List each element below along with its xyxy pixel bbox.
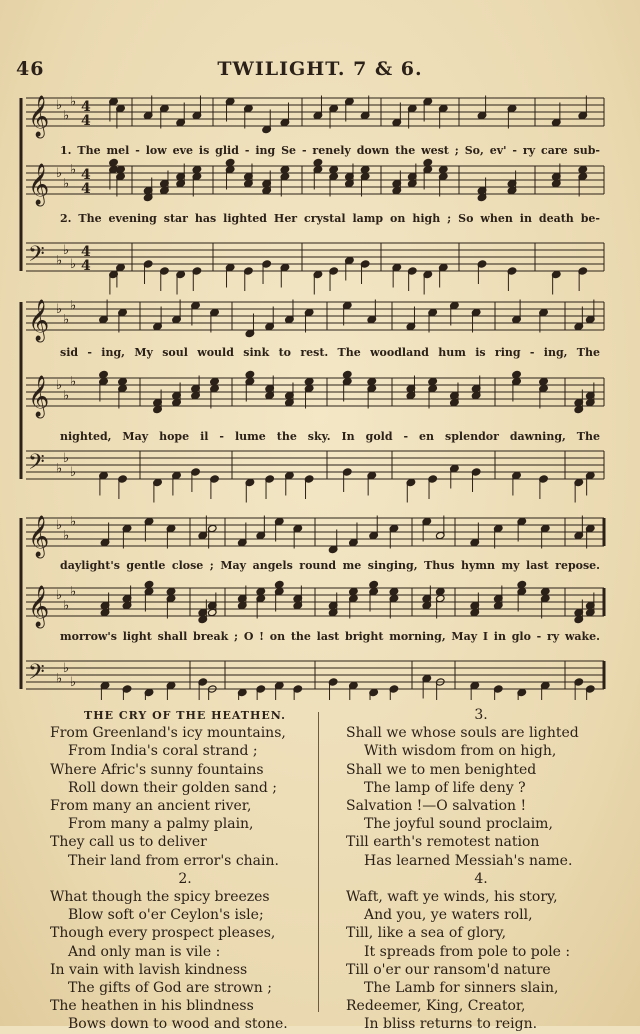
- poem-line: From many a palmy plain,: [68, 816, 254, 833]
- flat-sign: ♭: [70, 298, 77, 314]
- note-head: [349, 587, 359, 595]
- poem-right-column: [346, 706, 616, 1034]
- lyric-line-system3-verse2: morrow's light shall break ; O ! on the last bright morning, May I in glo - ry wake.: [60, 630, 600, 643]
- flat-sign: ♭: [63, 388, 70, 404]
- lyric-line-system3-verse1: daylight's gentle close ; May angels round me singing, Thus hymn my last repose.: [60, 559, 600, 572]
- treble-clef: 𝄞: [28, 300, 50, 341]
- flat-sign: ♭: [63, 312, 70, 328]
- poem-line: Though every prospect pleases,: [50, 925, 276, 942]
- note-head: [369, 580, 379, 588]
- note-head: [517, 580, 527, 588]
- poem-line: It spreads from pole to pole :: [364, 943, 571, 960]
- poem-line: In bliss returns to reign.: [364, 1016, 538, 1033]
- flat-sign: ♭: [56, 518, 63, 533]
- note-head: [578, 165, 588, 173]
- treble-clef: 𝄞: [28, 586, 50, 627]
- note-head: [329, 165, 339, 173]
- poem-line: The Lamb for sinners slain,: [364, 980, 559, 997]
- note-head: [438, 165, 448, 173]
- flat-sign: ♭: [70, 94, 77, 110]
- treble-clef: 𝄞: [28, 164, 50, 205]
- flat-sign: ♭: [70, 584, 77, 600]
- poem-line: The gifts of God are strown ;: [68, 980, 272, 997]
- poem-line: And only man is vile :: [68, 943, 221, 960]
- poem-line: The lamp of life deny ?: [364, 779, 526, 796]
- flat-sign: ♭: [63, 243, 70, 258]
- note-head: [210, 377, 220, 385]
- flat-sign: ♭: [56, 461, 63, 477]
- flat-sign: ♭: [63, 108, 70, 124]
- note-head: [166, 587, 176, 595]
- column-divider: [318, 712, 319, 1012]
- note-head: [360, 165, 370, 173]
- stanza-number: 4.: [474, 870, 488, 887]
- bass-clef: 𝄢: [28, 242, 45, 272]
- note-head: [99, 370, 109, 378]
- note-head: [256, 587, 266, 595]
- poem-line: Redeemer, King, Creator,: [346, 998, 526, 1015]
- lyric-line-system1-verse2: 2. The evening star has lighted Her crystal lamp on high ; So when in death be-: [60, 212, 600, 225]
- poem-line: Blow soft o'er Ceylon's isle;: [68, 907, 264, 924]
- poem-line: The heathen in his blindness: [50, 998, 254, 1015]
- note-head: [367, 377, 377, 385]
- note-head: [435, 587, 445, 595]
- hymn-title: TWILIGHT. 7 & 6.: [217, 58, 423, 80]
- poem-line: Roll down their golden sand ;: [68, 779, 278, 796]
- stanza-number: 3.: [474, 707, 488, 723]
- poem-line: Has learned Messiah's name.: [364, 852, 573, 869]
- poem-heading: THE CRY OF THE HEATHEN.: [84, 709, 286, 722]
- bass-clef: 𝄢: [28, 450, 45, 480]
- flat-sign: ♭: [70, 465, 77, 480]
- note-head: [313, 158, 323, 166]
- flat-sign: ♭: [70, 162, 77, 178]
- flat-sign: ♭: [63, 598, 70, 614]
- note-head: [389, 587, 399, 595]
- lyric-line-system2-verse1: sid - ing, My soul would sink to rest. The woodland hum is ring - ing, The: [60, 346, 600, 359]
- poem-line: Till o'er our ransom'd nature: [346, 961, 551, 978]
- poem-line: They call us to deliver: [50, 834, 207, 851]
- treble-clef: 𝄞: [28, 516, 50, 557]
- flat-sign: ♭: [56, 166, 63, 181]
- flat-sign: ♭: [70, 257, 77, 272]
- note-head: [245, 370, 255, 378]
- note-head: [116, 165, 126, 173]
- poem-line: And you, ye waters roll,: [364, 907, 533, 924]
- poem-line: The joyful sound proclaim,: [364, 816, 553, 833]
- time-signature-bottom: 4: [81, 258, 91, 274]
- poem-line: Salvation !—O salvation !: [346, 798, 527, 814]
- flat-sign: ♭: [70, 374, 77, 390]
- lyric-line-system2-verse2: nighted, May hope il - lume the sky. In gold - en splendor dawning, The: [60, 430, 600, 443]
- poem-line: From Greenland's icy mountains,: [50, 725, 286, 742]
- time-signature-top: 4: [81, 99, 91, 115]
- page-number: 46: [16, 58, 45, 80]
- treble-clef: 𝄞: [28, 96, 50, 137]
- flat-sign: ♭: [56, 98, 63, 113]
- flat-sign: ♭: [56, 588, 63, 603]
- note-head: [540, 587, 550, 595]
- poem-line: From India's coral strand ;: [68, 743, 258, 760]
- time-signature-top: 4: [81, 167, 91, 183]
- note-head: [280, 165, 290, 173]
- poem-line: Till earth's remotest nation: [346, 834, 540, 851]
- note-head: [225, 158, 235, 166]
- note-head: [274, 580, 284, 588]
- stanza-number: 2.: [178, 870, 192, 887]
- poem-line: What though the spicy breezes: [50, 889, 270, 905]
- time-signature-bottom: 4: [81, 113, 91, 129]
- poem-line: In vain with lavish kindness: [50, 961, 248, 978]
- flat-sign: ♭: [63, 176, 70, 192]
- poem-line: Bows down to wood and stone.: [68, 1016, 288, 1033]
- poem-left-column: [50, 706, 320, 1034]
- flat-sign: ♭: [56, 378, 63, 393]
- flat-sign: ♭: [70, 675, 77, 690]
- note-head: [144, 580, 154, 588]
- poem-line: Where Afric's sunny fountains: [50, 761, 264, 778]
- poem-line: Waft, waft ye winds, his story,: [346, 889, 558, 905]
- note-head: [428, 377, 438, 385]
- flat-sign: ♭: [63, 528, 70, 544]
- flat-sign: ♭: [56, 253, 63, 269]
- note-head: [342, 370, 352, 378]
- note-head: [192, 165, 202, 173]
- treble-clef: 𝄞: [28, 376, 50, 417]
- flat-sign: ♭: [63, 451, 70, 466]
- poem-line: Shall we to men benighted: [346, 761, 537, 778]
- poem-line: From many an ancient river,: [50, 798, 252, 814]
- time-signature-top: 4: [81, 244, 91, 260]
- note-head: [304, 377, 314, 385]
- time-signature-bottom: 4: [81, 181, 91, 197]
- flat-sign: ♭: [70, 514, 77, 530]
- note-head: [109, 158, 119, 166]
- flat-sign: ♭: [56, 302, 63, 317]
- poem-line: Till, like a sea of glory,: [346, 925, 507, 942]
- note-head: [512, 370, 522, 378]
- lyric-line-system1-verse1: 1. The mel - low eve is glid - ing Se - renely down the west ; So, ev' - ry care sub-: [60, 144, 600, 157]
- note-head: [118, 377, 128, 385]
- note-head: [539, 377, 549, 385]
- bass-clef: 𝄢: [28, 660, 45, 690]
- flat-sign: ♭: [63, 661, 70, 676]
- poem-line: Shall we whose souls are lighted: [346, 725, 579, 742]
- flat-sign: ♭: [56, 671, 63, 687]
- poem-line: With wisdom from on high,: [364, 743, 557, 760]
- poem-line: Their land from error's chain.: [68, 852, 279, 869]
- note-head: [423, 158, 433, 166]
